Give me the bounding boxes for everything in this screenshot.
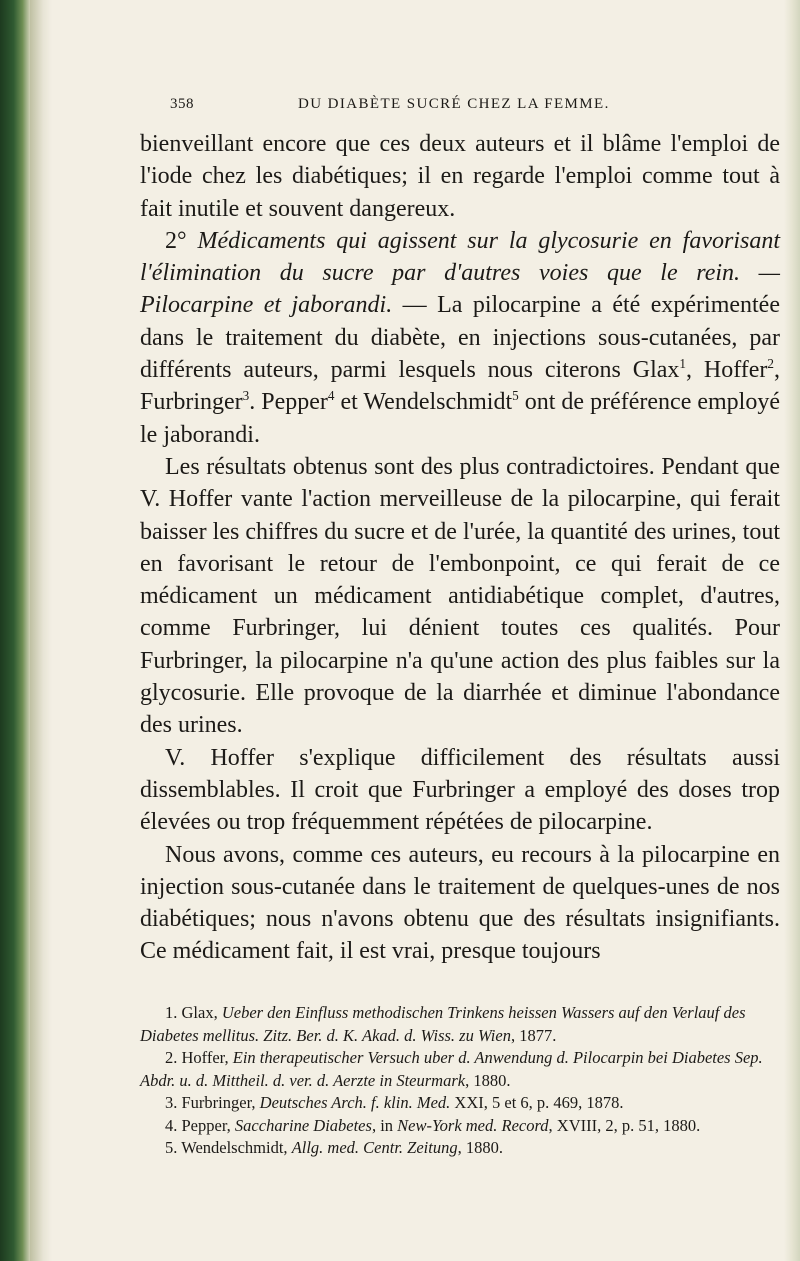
section-number: 2° [165, 227, 198, 254]
paragraph-2-text: . Pepper [249, 389, 328, 416]
footnote-title: Saccharine Diabetes [234, 1115, 372, 1135]
footnote-ref: XXI, 5 et 6, p. 469, 1878. [450, 1093, 624, 1112]
footnote-author: 5. Wendelschmidt, [165, 1138, 292, 1157]
section-heading: Médicaments qui agissent sur la glycosurie en favorisant l'élimination du sucre par d'autres voies que le rein. — Pilocarpine et jaborandi. [140, 227, 780, 319]
paragraph-2-text: , Furbringer [140, 357, 781, 416]
paragraph-2 [140, 225, 780, 451]
paragraph-5: Nous avons, comme ces auteurs, eu recours à la pilocarpine en injection sous-cutanée dans le traitement de quelques-unes de nos diabétiques; nous n'avons obtenu que des résultats insignifiants. Ce médicament fait, il est vrai, presque toujours [140, 841, 780, 965]
main-text [140, 128, 780, 968]
footnote-ref: , 1880. [465, 1070, 511, 1090]
paragraph-2-text: ont de préférence employé le jaborandi. [140, 389, 780, 448]
page-right-edge [784, 0, 800, 1261]
running-title: DU DIABÈTE SUCRÉ CHEZ LA FEMME. [298, 96, 610, 112]
footnote-ref-1: 1 [679, 356, 686, 372]
footnote-ref: , in [371, 1115, 398, 1135]
footnote-3 [140, 1092, 780, 1115]
paragraph-2-text: , Hoffer [686, 357, 768, 384]
footnote-journal: New-York med. Record [397, 1115, 549, 1135]
running-header [112, 96, 784, 118]
footnote-author: 2. Hoffer, [165, 1048, 233, 1067]
paragraph-1: bienveillant encore que ces deux auteurs et il blâme l'emploi de l'iode chez les diabétiques; il en regarde l'emploi comme tout à fait inutile et souvent dangereux. [140, 131, 780, 222]
footnote-1 [140, 1002, 780, 1047]
footnote-4 [140, 1115, 780, 1138]
footnote-title: Allg. med. Centr. Zeitung [291, 1138, 458, 1157]
footnote-author: 4. Pepper, [165, 1115, 235, 1135]
footnote-ref-5: 5 [512, 388, 519, 404]
footnote-ref-4: 4 [327, 388, 335, 404]
footnote-author: 3. Furbringer, [165, 1093, 260, 1112]
paragraph-2-text: et Wendelschmidt [334, 389, 513, 416]
footnote-ref: , 1877. [510, 1025, 557, 1045]
page-gutter-shadow [30, 0, 52, 1261]
paragraph-3: Les résultats obtenus sont des plus contradictoires. Pendant que V. Hoffer vante l'action merveilleuse de la pilocarpine, qui ferait baisser les chiffres du sucre et de l'urée, la quantité des urines, tout en favorisant le retour de l'embonpoint, ce qui ferait de ce médicament un médicament antidiabétique complet, d'autres, comme Furbringer, lui dénient toutes ces qualités. Pour Furbringer, la pilocarpine n'a qu'une action des plus faibles sur la glycosurie. Elle provoque de la diarrhée et diminue l'abondance des urines. [140, 453, 780, 739]
footnote-ref-3: 3 [242, 388, 250, 404]
footnote-ref: , XVIII, 2, p. 51, 1880. [548, 1115, 701, 1135]
footnote-title: Deutsches Arch. f. klin. Med. [259, 1093, 451, 1112]
page-header-area [112, 96, 784, 118]
paragraph-4: V. Hoffer s'explique difficilement des résultats aussi dissemblables. Il croit que Furbringer a employé des doses trop élevées ou trop fréquemment répétées de pilocarpine. [140, 744, 780, 836]
footnote-title: Ein therapeutischer Versuch uber d. Anwendung d. Pilocarpin bei Diabetes Sep. Abdr. u. d. Mittheil. d. ver. d. Aerzte in Steurmark [140, 1048, 763, 1090]
footnote-2 [140, 1047, 780, 1092]
book-binding-edge [0, 0, 30, 1261]
page-number: 358 [170, 96, 194, 112]
footnote-ref: , 1880. [457, 1138, 503, 1157]
footnotes [140, 1002, 780, 1160]
footnote-ref-2: 2 [767, 356, 775, 372]
footnote-author: 1. Glax, [165, 1003, 222, 1022]
footnote-title: Ueber den Einfluss methodischen Trinkens heissen Wassers auf den Verlauf des Diabetes mellitus. Zitz. Ber. d. K. Akad. d. Wiss. zu Wien [140, 1003, 746, 1045]
footnote-5 [140, 1137, 780, 1160]
paragraph-2-text: — La pilocarpine a été expérimentée dans le traitement du diabète, en injections sous-cutanées, par différents auteurs, parmi lesquels nous citerons Glax [140, 292, 780, 384]
